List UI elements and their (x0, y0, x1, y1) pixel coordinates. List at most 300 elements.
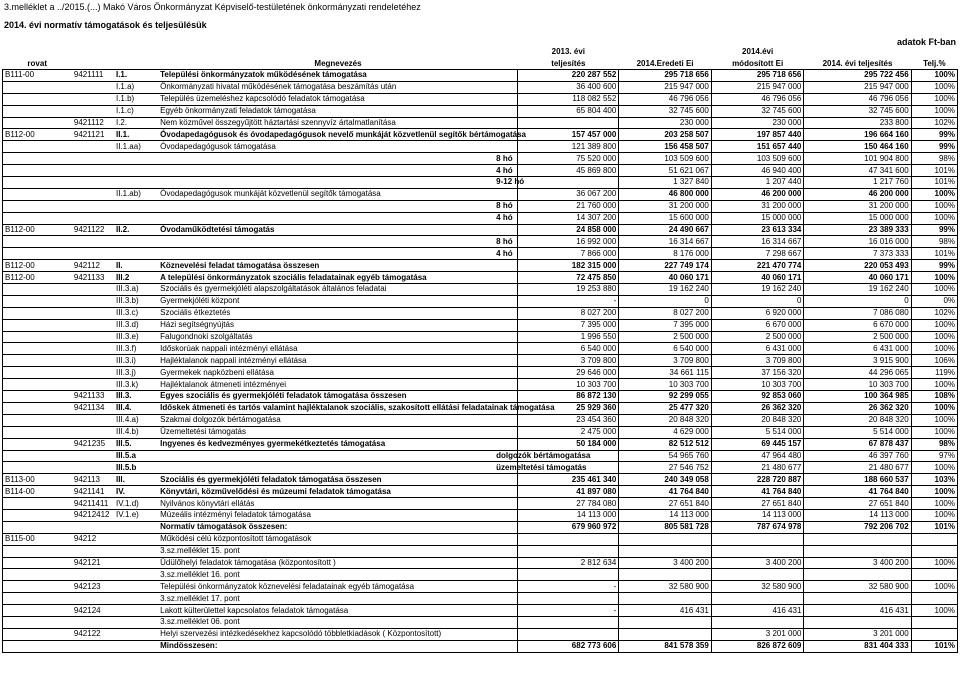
cell-2013: 45 869 800 (518, 165, 619, 177)
cell-name: Szociális étkeztetés (158, 307, 518, 319)
cell-performance: 215 947 000 (804, 81, 911, 93)
cell-modified: 41 764 840 (711, 486, 804, 498)
cell-2013: 25 929 360 (518, 402, 619, 414)
cell-modified: 19 162 240 (711, 284, 804, 296)
cell-rovat (3, 355, 72, 367)
cell-code: 9421134 (72, 402, 114, 414)
document-reference: 3.melléklet a ../2015.(...) Makó Város Önkormányzat Képviselő-testületének önkormányzati rendeletéhez (4, 2, 421, 12)
cell-2013: 29 646 000 (518, 367, 619, 379)
cell-original: 27 546 752 (619, 462, 712, 474)
cell-2013: 2 812 634 (518, 557, 619, 569)
cell-code: 9421141 (72, 486, 114, 498)
cell-key (114, 236, 158, 248)
cell-original: 230 000 (619, 117, 712, 129)
table-row (3, 165, 958, 177)
cell-performance (804, 593, 911, 605)
cell-key (114, 640, 158, 652)
cell-original: 51 621 067 (619, 165, 712, 177)
cell-2013: 6 540 000 (518, 343, 619, 355)
cell-key: III.4. (114, 402, 158, 414)
cell-name: A települési önkormányzatok szociális feladatainak egyéb támogatása (158, 272, 518, 284)
cell-2013 (518, 533, 619, 545)
cell-key: III.5.b (114, 462, 158, 474)
cell-2013: 19 253 880 (518, 284, 619, 296)
table-row (3, 450, 958, 462)
cell-code: 942113 (72, 474, 114, 486)
cell-modified: 14 113 000 (711, 509, 804, 521)
cell-2013: 72 475 850 (518, 272, 619, 284)
cell-modified: 151 657 440 (711, 141, 804, 153)
table-row (3, 557, 958, 569)
table-row (3, 343, 958, 355)
cell-rovat (3, 212, 72, 224)
cell-key: III.3.b) (114, 295, 158, 307)
cell-rovat (3, 569, 72, 581)
cell-rovat: B112-00 (3, 272, 72, 284)
cell-rovat: B111-00 (3, 70, 72, 82)
table-row (3, 605, 958, 617)
cell-percent: 98% (911, 153, 957, 165)
cell-modified: 20 848 320 (711, 414, 804, 426)
cell-performance: 792 206 702 (804, 521, 911, 533)
cell-name: Gyermekek napközbeni ellátása (158, 367, 518, 379)
table-row (3, 628, 958, 640)
cell-modified: 37 156 320 (711, 367, 804, 379)
cell-name: Ingyenes és kedvezményes gyermekétkeztetés támogatása (158, 438, 518, 450)
cell-2013: 75 520 000 (518, 153, 619, 165)
cell-percent: 101% (911, 165, 957, 177)
cell-rovat (3, 105, 72, 117)
table-row (3, 141, 958, 153)
cell-key (114, 177, 158, 189)
table-row (3, 307, 958, 319)
cell-modified: 10 303 700 (711, 379, 804, 391)
cell-original: 841 578 359 (619, 640, 712, 652)
cell-2013: 50 184 000 (518, 438, 619, 450)
cell-2013: 8 027 200 (518, 307, 619, 319)
cell-performance: 3 915 900 (804, 355, 911, 367)
table-row (3, 105, 958, 117)
cell-modified: 295 718 656 (711, 70, 804, 82)
cell-modified: 21 480 677 (711, 462, 804, 474)
cell-code: 942122 (72, 628, 114, 640)
cell-original: 8 176 000 (619, 248, 712, 260)
cell-percent: 100% (911, 379, 957, 391)
col-2013-top: 2013. évi (551, 47, 585, 56)
table-row (3, 260, 958, 272)
col-modified-top: 2014.évi (742, 47, 774, 56)
cell-performance: 7 373 333 (804, 248, 911, 260)
cell-original (619, 616, 712, 628)
cell-percent: 100% (911, 319, 957, 331)
cell-2013 (518, 628, 619, 640)
table-row (3, 153, 958, 165)
cell-original: 92 299 055 (619, 391, 712, 403)
cell-performance: 196 664 160 (804, 129, 911, 141)
cell-key: III.3.c) (114, 307, 158, 319)
cell-key (114, 605, 158, 617)
col-2013-bottom: teljesítés (518, 57, 619, 70)
table-row (3, 593, 958, 605)
cell-code (72, 521, 114, 533)
cell-key: III.3.i) (114, 355, 158, 367)
cell-modified: 230 000 (711, 117, 804, 129)
cell-rovat (3, 200, 72, 212)
cell-modified: 416 431 (711, 605, 804, 617)
cell-original: 19 162 240 (619, 284, 712, 296)
cell-original (619, 545, 712, 557)
cell-2013: 21 760 000 (518, 200, 619, 212)
cell-name: Nyilvános könyvtári ellátás (158, 498, 518, 510)
table-row (3, 486, 958, 498)
cell-key: II.1. (114, 129, 158, 141)
col-rovat: rovat (3, 57, 72, 70)
cell-rovat (3, 640, 72, 652)
table-row (3, 200, 958, 212)
cell-name: Óvodapedagógusok támogatása (158, 141, 518, 153)
cell-2013: 65 804 400 (518, 105, 619, 117)
cell-performance: 26 362 320 (804, 402, 911, 414)
cell-original: 46 800 000 (619, 188, 712, 200)
cell-key (114, 521, 158, 533)
cell-rovat (3, 498, 72, 510)
cell-rovat (3, 509, 72, 521)
cell-key (114, 533, 158, 545)
cell-original: 32 580 900 (619, 581, 712, 593)
cell-rovat (3, 93, 72, 105)
cell-modified (711, 545, 804, 557)
cell-key: I.1.b) (114, 93, 158, 105)
cell-modified: 6 920 000 (711, 307, 804, 319)
cell-rovat: B112-00 (3, 260, 72, 272)
cell-percent: 102% (911, 117, 957, 129)
cell-modified: 6 670 000 (711, 319, 804, 331)
cell-2013: 41 897 080 (518, 486, 619, 498)
cell-key (114, 569, 158, 581)
cell-performance: 27 651 840 (804, 498, 911, 510)
cell-name: Egyéb önkormányzati feladatok támogatása (158, 105, 518, 117)
cell-rovat (3, 616, 72, 628)
cell-original: 240 349 058 (619, 474, 712, 486)
cell-modified: 3 201 000 (711, 628, 804, 640)
cell-modified: 15 000 000 (711, 212, 804, 224)
cell-modified: 27 651 840 (711, 498, 804, 510)
cell-percent: 100% (911, 581, 957, 593)
cell-key (114, 581, 158, 593)
cell-performance: 3 201 000 (804, 628, 911, 640)
cell-modified: 215 947 000 (711, 81, 804, 93)
cell-name: Mindösszesen: (158, 640, 518, 652)
cell-percent (911, 533, 957, 545)
cell-name: 3.sz.melléklet 15. pont (158, 545, 518, 557)
cell-2013: 23 454 360 (518, 414, 619, 426)
cell-2013: 7 866 000 (518, 248, 619, 260)
table-row (3, 438, 958, 450)
table-row (3, 367, 958, 379)
cell-performance: 44 296 065 (804, 367, 911, 379)
cell-original (619, 533, 712, 545)
cell-2013: 682 773 606 (518, 640, 619, 652)
cell-modified: 197 857 440 (711, 129, 804, 141)
table-row (3, 188, 958, 200)
cell-key (114, 593, 158, 605)
cell-performance: 6 431 000 (804, 343, 911, 355)
cell-original: 82 512 512 (619, 438, 712, 450)
cell-original (619, 569, 712, 581)
cell-name: 3.sz.melléklet 16. pont (158, 569, 518, 581)
table-row (3, 581, 958, 593)
table-row (3, 319, 958, 331)
cell-code (72, 355, 114, 367)
cell-original: 1 327 840 (619, 177, 712, 189)
cell-name: Szociális és gyermekjóléti alapszolgáltatások általános feladatai (158, 284, 518, 296)
cell-modified: 92 853 060 (711, 391, 804, 403)
cell-code: 9421133 (72, 272, 114, 284)
cell-performance: 3 400 200 (804, 557, 911, 569)
cell-modified: 787 674 978 (711, 521, 804, 533)
cell-percent: 103% (911, 474, 957, 486)
cell-name: Hajléktalanok nappali intézményi ellátása (158, 355, 518, 367)
cell-key: II.2. (114, 224, 158, 236)
cell-code (72, 236, 114, 248)
cell-code (72, 307, 114, 319)
cell-code: 942124 (72, 605, 114, 617)
cell-2013: 1 996 550 (518, 331, 619, 343)
cell-modified: 2 500 000 (711, 331, 804, 343)
cell-key (114, 212, 158, 224)
cell-key (114, 153, 158, 165)
cell-performance: 150 464 160 (804, 141, 911, 153)
cell-code: 9421121 (72, 129, 114, 141)
cell-percent: 100% (911, 486, 957, 498)
cell-original (619, 593, 712, 605)
cell-percent: 119% (911, 367, 957, 379)
table-row (3, 224, 958, 236)
cell-original: 805 581 728 (619, 521, 712, 533)
cell-key (114, 165, 158, 177)
cell-name: Lakott külterülettel kapcsolatos feladatok támogatása (158, 605, 518, 617)
col-original-budget: 2014.Eredeti Ei (619, 57, 712, 70)
col-percent: Telj.% (911, 57, 957, 70)
col-modified-bottom: módosított Ei (711, 57, 804, 70)
cell-original: 416 431 (619, 605, 712, 617)
cell-name: Települési önkormányzatok működésének támogatása (158, 70, 518, 82)
cell-performance: 101 904 800 (804, 153, 911, 165)
cell-name: Múzeális intézményi feladatok támogatása (158, 509, 518, 521)
cell-code: 942112 (72, 260, 114, 272)
cell-performance: 7 086 080 (804, 307, 911, 319)
cell-code (72, 343, 114, 355)
cell-percent: 100% (911, 498, 957, 510)
cell-performance: 0 (804, 295, 911, 307)
cell-name: 9-12 hó (158, 177, 518, 189)
cell-performance: 46 200 000 (804, 188, 911, 200)
cell-name: Időskek átmeneti és tartós valamint hajléktalanok szociális, szakosított ellátási feladatainak támogatása (160, 403, 555, 413)
cell-modified: 1 207 440 (711, 177, 804, 189)
cell-performance: 6 670 000 (804, 319, 911, 331)
cell-percent: 101% (911, 640, 957, 652)
cell-performance: 188 660 537 (804, 474, 911, 486)
cell-code: 9421122 (72, 224, 114, 236)
cell-performance: 295 722 456 (804, 70, 911, 82)
cell-performance: 831 404 333 (804, 640, 911, 652)
cell-modified: 5 514 000 (711, 426, 804, 438)
cell-modified: 221 470 774 (711, 260, 804, 272)
cell-name: Szakmai dolgozók bértámogatása (158, 414, 518, 426)
cell-original: 8 027 200 (619, 307, 712, 319)
cell-code (72, 188, 114, 200)
table-row (3, 236, 958, 248)
cell-code (72, 367, 114, 379)
cell-2013: 3 709 800 (518, 355, 619, 367)
cell-code: 9421133 (72, 391, 114, 403)
cell-percent: 100% (911, 426, 957, 438)
cell-rovat (3, 117, 72, 129)
cell-code (72, 414, 114, 426)
cell-percent: 100% (911, 188, 957, 200)
cell-rovat (3, 295, 72, 307)
cell-2013 (518, 177, 619, 189)
cell-key: III.3.j) (114, 367, 158, 379)
table-row (3, 379, 958, 391)
cell-key: III.3.d) (114, 319, 158, 331)
table-row (3, 533, 958, 545)
cell-rovat (3, 462, 72, 474)
cell-modified: 7 298 667 (711, 248, 804, 260)
cell-code (72, 177, 114, 189)
cell-name: Óvodapedagógusok és óvodapedagógusok nevelő munkáját közvetlenül segítők bértámogatása (160, 129, 527, 139)
cell-2013: 36 400 600 (518, 81, 619, 93)
cell-original: 14 113 000 (619, 509, 712, 521)
cell-key (114, 616, 158, 628)
cell-key: IV.1.d) (114, 498, 158, 510)
table-row (3, 509, 958, 521)
cell-code (72, 141, 114, 153)
table-row (3, 117, 958, 129)
cell-modified: 40 060 171 (711, 272, 804, 284)
cell-modified: 826 872 609 (711, 640, 804, 652)
cell-name: Üdülőhelyi feladatok támogatása (központosított ) (158, 557, 518, 569)
table-row (3, 355, 958, 367)
cell-code (72, 616, 114, 628)
table-row (3, 545, 958, 557)
cell-percent: 99% (911, 224, 957, 236)
cell-performance: 21 480 677 (804, 462, 911, 474)
table-row (3, 616, 958, 628)
cell-modified: 16 314 667 (711, 236, 804, 248)
cell-rovat (3, 141, 72, 153)
cell-performance (804, 545, 911, 557)
cell-modified: 103 509 600 (711, 153, 804, 165)
cell-2013 (518, 593, 619, 605)
cell-modified: 228 720 887 (711, 474, 804, 486)
cell-performance: 32 745 600 (804, 105, 911, 117)
cell-performance: 16 016 000 (804, 236, 911, 248)
cell-rovat (3, 545, 72, 557)
cell-2013: 182 315 000 (518, 260, 619, 272)
cell-key: I.2. (114, 117, 158, 129)
cell-2013 (518, 569, 619, 581)
cell-name: Hajléktalanok átmeneti intézményei (158, 379, 518, 391)
cell-original: 103 509 600 (619, 153, 712, 165)
cell-2013: 2 475 000 (518, 426, 619, 438)
cell-modified: 69 445 157 (711, 438, 804, 450)
cell-performance: 47 341 600 (804, 165, 911, 177)
cell-performance: 1 217 760 (804, 177, 911, 189)
table-row (3, 391, 958, 403)
cell-key (114, 248, 158, 260)
cell-2013: 679 960 972 (518, 521, 619, 533)
cell-performance: 31 200 000 (804, 200, 911, 212)
table-row (3, 414, 958, 426)
cell-percent: 100% (911, 70, 957, 82)
cell-key (114, 200, 158, 212)
cell-original: 6 540 000 (619, 343, 712, 355)
cell-modified: 3 400 200 (711, 557, 804, 569)
cell-performance (804, 616, 911, 628)
table-row (3, 93, 958, 105)
cell-performance (804, 533, 911, 545)
cell-key: III.3.e) (114, 331, 158, 343)
cell-percent (911, 545, 957, 557)
table-row (3, 569, 958, 581)
cell-rovat (3, 391, 72, 403)
cell-performance: 100 364 985 (804, 391, 911, 403)
table-row (3, 129, 958, 141)
cell-performance: 40 060 171 (804, 272, 911, 284)
cell-modified (711, 569, 804, 581)
cell-performance: 20 848 320 (804, 414, 911, 426)
cell-key: III. (114, 474, 158, 486)
cell-code (72, 462, 114, 474)
cell-rovat (3, 581, 72, 593)
cell-modified: 0 (711, 295, 804, 307)
table-row (3, 462, 958, 474)
cell-2013: - (518, 605, 619, 617)
cell-percent: 100% (911, 331, 957, 343)
cell-original: 32 745 600 (619, 105, 712, 117)
cell-name: Időskorúak nappali intézményi ellátása (158, 343, 518, 355)
cell-code (72, 212, 114, 224)
cell-name: Egyes szociális és gyermekjóléti feladatok támogatása összesen (158, 391, 518, 403)
cell-name: 8 hó (158, 200, 518, 212)
cell-key: III.5. (114, 438, 158, 450)
table-row (3, 640, 958, 652)
cell-modified: 32 745 600 (711, 105, 804, 117)
cell-percent: 99% (911, 141, 957, 153)
cell-2013: 118 082 552 (518, 93, 619, 105)
cell-key (114, 628, 158, 640)
cell-modified (711, 533, 804, 545)
currency-note: adatok Ft-ban (896, 37, 956, 47)
cell-2013 (518, 545, 619, 557)
cell-name: Falugondnoki szolgáltatás (158, 331, 518, 343)
cell-key: I.1. (114, 70, 158, 82)
cell-name: Önkormányzati hivatal működésének támogatása beszámítás után (158, 81, 518, 93)
cell-2013: 157 457 000 (518, 129, 619, 141)
cell-2013: 220 287 552 (518, 70, 619, 82)
support-table (2, 47, 958, 653)
cell-name: 4 hó (158, 165, 518, 177)
cell-percent: 97% (911, 450, 957, 462)
cell-rovat (3, 188, 72, 200)
cell-rovat: B115-00 (3, 533, 72, 545)
cell-rovat: B114-00 (3, 486, 72, 498)
cell-code (72, 93, 114, 105)
cell-code (72, 426, 114, 438)
cell-performance: 23 389 333 (804, 224, 911, 236)
cell-modified: 47 964 480 (711, 450, 804, 462)
